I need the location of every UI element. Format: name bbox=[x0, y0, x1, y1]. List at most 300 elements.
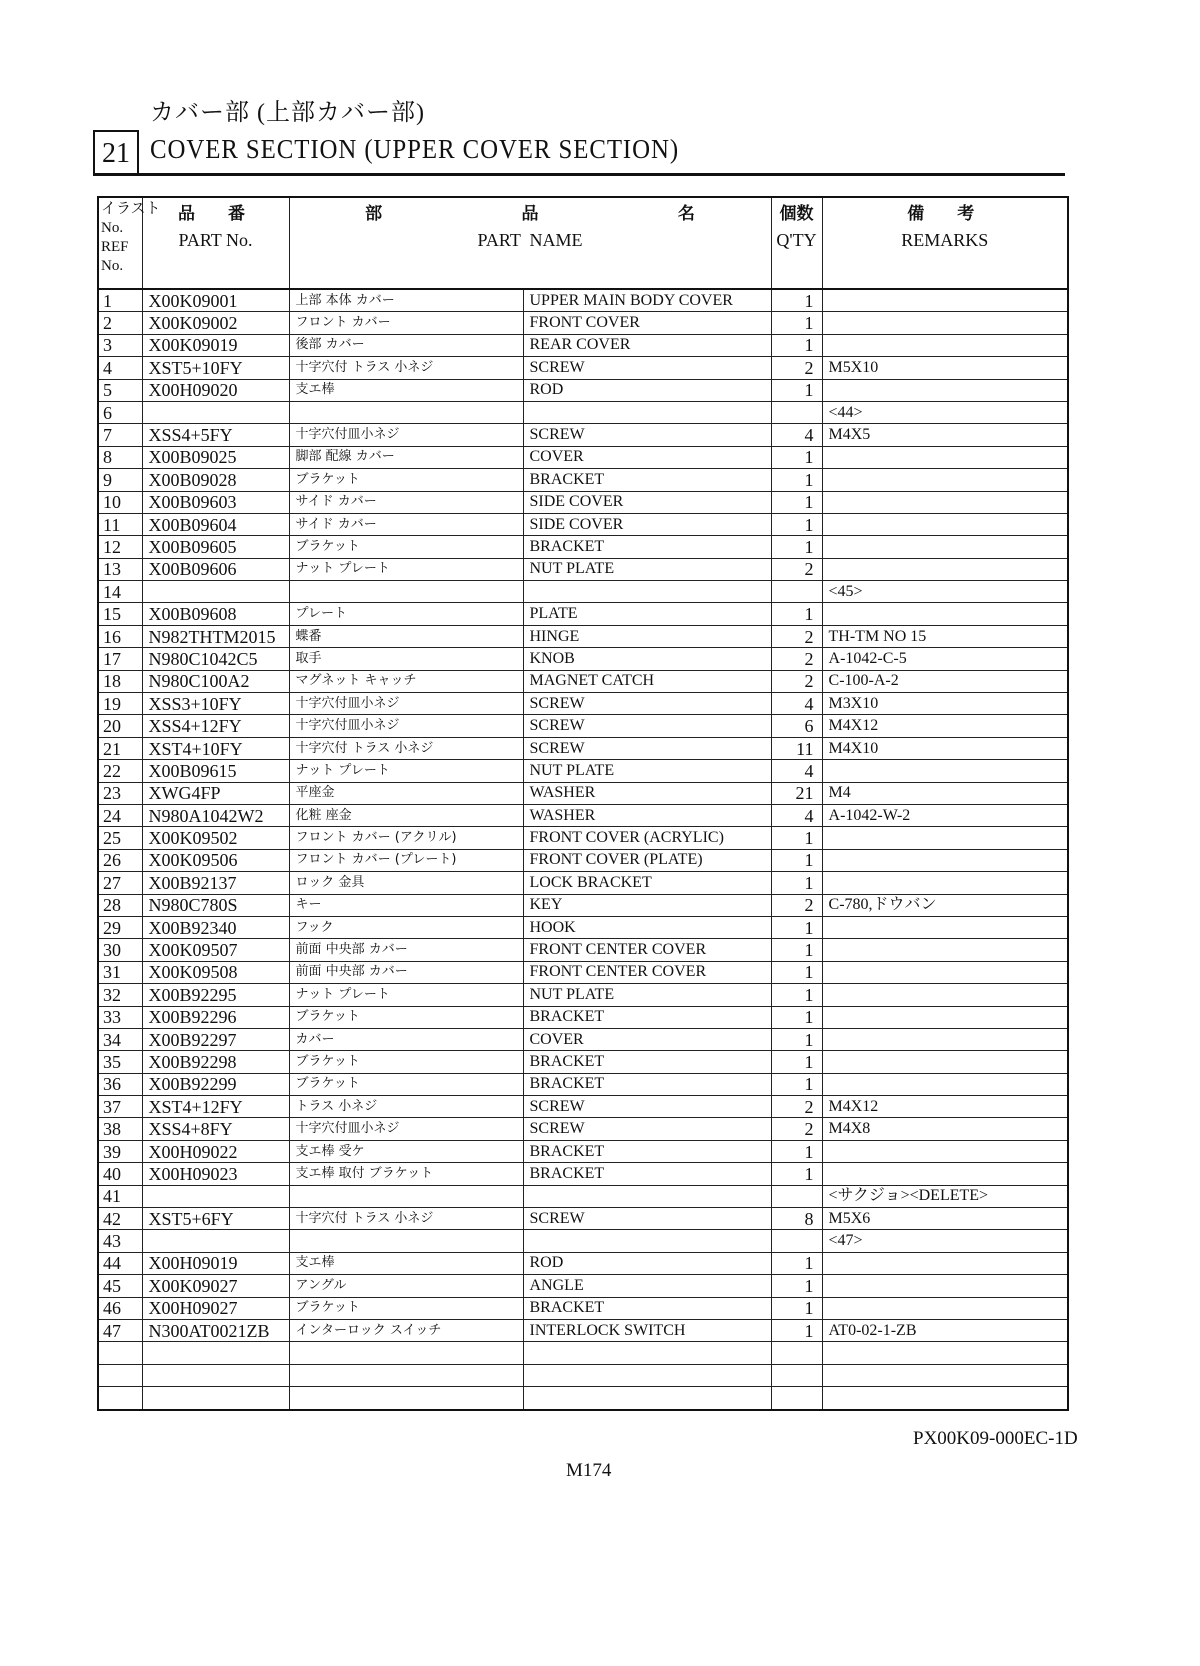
quantity: 1 bbox=[771, 1297, 822, 1319]
part-name-en: SCREW bbox=[523, 1118, 771, 1140]
part-name-jp: アングル bbox=[289, 1275, 523, 1297]
ref-no: 15 bbox=[98, 603, 142, 625]
part-name-en: ANGLE bbox=[523, 1275, 771, 1297]
part-name-jp: マグネット キャッチ bbox=[289, 670, 523, 692]
part-number: XST4+10FY bbox=[142, 737, 289, 759]
part-number bbox=[142, 401, 289, 423]
header-part-name-jp-2: 品 bbox=[521, 204, 539, 224]
quantity: 1 bbox=[771, 513, 822, 535]
quantity: 1 bbox=[771, 446, 822, 468]
part-number: X00B09615 bbox=[142, 760, 289, 782]
part-number: X00K09502 bbox=[142, 827, 289, 849]
part-number: XST5+6FY bbox=[142, 1208, 289, 1230]
part-number: X00B09608 bbox=[142, 603, 289, 625]
quantity: 1 bbox=[771, 491, 822, 513]
section-title-japanese: カバー部 (上部カバー部) bbox=[150, 100, 425, 126]
part-name-jp: カバー bbox=[289, 1028, 523, 1050]
part-name-en: BRACKET bbox=[523, 1140, 771, 1162]
table-row bbox=[98, 1006, 1068, 1028]
ref-no: 25 bbox=[98, 827, 142, 849]
part-name-en: PLATE bbox=[523, 603, 771, 625]
part-number: N980A1042W2 bbox=[142, 804, 289, 826]
part-name-en: UPPER MAIN BODY COVER bbox=[523, 289, 771, 312]
ref-no: 34 bbox=[98, 1028, 142, 1050]
table-row bbox=[98, 1230, 1068, 1252]
part-number bbox=[142, 1230, 289, 1252]
part-name-jp: ロック 金具 bbox=[289, 872, 523, 894]
part-number: X00K09019 bbox=[142, 334, 289, 356]
table-row bbox=[98, 334, 1068, 356]
part-number: N980C780S bbox=[142, 894, 289, 916]
table-row bbox=[98, 782, 1068, 804]
header-part-name bbox=[289, 197, 771, 289]
section-number: 21 bbox=[93, 130, 139, 175]
ref-no: 6 bbox=[98, 401, 142, 423]
part-number: XSS4+8FY bbox=[142, 1118, 289, 1140]
part-number: X00B92340 bbox=[142, 916, 289, 938]
part-number bbox=[142, 1387, 289, 1410]
remarks bbox=[822, 1163, 1068, 1185]
ref-no: 7 bbox=[98, 424, 142, 446]
table-row bbox=[98, 603, 1068, 625]
quantity: 1 bbox=[771, 312, 822, 334]
part-number: XWG4FP bbox=[142, 782, 289, 804]
part-number: X00K09507 bbox=[142, 939, 289, 961]
ref-no: 13 bbox=[98, 558, 142, 580]
part-name-en: SCREW bbox=[523, 715, 771, 737]
ref-no: 30 bbox=[98, 939, 142, 961]
table-row bbox=[98, 1051, 1068, 1073]
ref-no: 16 bbox=[98, 625, 142, 647]
part-name-en: HOOK bbox=[523, 916, 771, 938]
part-name-en: FRONT CENTER COVER bbox=[523, 939, 771, 961]
remarks: M4X5 bbox=[822, 424, 1068, 446]
part-name-en: REAR COVER bbox=[523, 334, 771, 356]
remarks bbox=[822, 1006, 1068, 1028]
ref-no: 24 bbox=[98, 804, 142, 826]
header-ref-ref: REF bbox=[101, 239, 129, 255]
remarks: A-1042-W-2 bbox=[822, 804, 1068, 826]
remarks: M4X12 bbox=[822, 1096, 1068, 1118]
table-row bbox=[98, 648, 1068, 670]
part-name-jp bbox=[289, 581, 523, 603]
quantity: 1 bbox=[771, 1275, 822, 1297]
ref-no: 8 bbox=[98, 446, 142, 468]
part-name-jp: 支エ棒 bbox=[289, 1252, 523, 1274]
part-name-jp: 後部 カバー bbox=[289, 334, 523, 356]
table-row bbox=[98, 849, 1068, 871]
quantity: 4 bbox=[771, 693, 822, 715]
quantity: 2 bbox=[771, 648, 822, 670]
quantity: 2 bbox=[771, 357, 822, 379]
part-name-en: ROD bbox=[523, 379, 771, 401]
remarks: <45> bbox=[822, 581, 1068, 603]
ref-no: 5 bbox=[98, 379, 142, 401]
part-name-jp bbox=[289, 1342, 523, 1364]
table-row bbox=[98, 760, 1068, 782]
ref-no: 27 bbox=[98, 872, 142, 894]
part-name-jp: キー bbox=[289, 894, 523, 916]
table-row bbox=[98, 1387, 1068, 1410]
title-rule bbox=[93, 173, 1065, 176]
remarks bbox=[822, 1028, 1068, 1050]
remarks: C-780,ドウバン bbox=[822, 894, 1068, 916]
part-name-jp: ナット プレート bbox=[289, 984, 523, 1006]
ref-no: 38 bbox=[98, 1118, 142, 1140]
ref-no: 44 bbox=[98, 1252, 142, 1274]
parts-table bbox=[97, 196, 1069, 1411]
table-row bbox=[98, 872, 1068, 894]
ref-no bbox=[98, 1364, 142, 1386]
ref-no: 20 bbox=[98, 715, 142, 737]
ref-no: 11 bbox=[98, 513, 142, 535]
ref-no: 45 bbox=[98, 1275, 142, 1297]
part-name-en: SCREW bbox=[523, 424, 771, 446]
header-remarks-jp: 備 考 bbox=[907, 204, 983, 224]
table-row bbox=[98, 558, 1068, 580]
remarks bbox=[822, 603, 1068, 625]
quantity bbox=[771, 581, 822, 603]
part-number bbox=[142, 1364, 289, 1386]
quantity: 1 bbox=[771, 289, 822, 312]
table-row bbox=[98, 1252, 1068, 1274]
remarks bbox=[822, 469, 1068, 491]
quantity bbox=[771, 1387, 822, 1410]
part-name-en: SCREW bbox=[523, 693, 771, 715]
part-name-en: FRONT COVER bbox=[523, 312, 771, 334]
part-name-jp: フック bbox=[289, 916, 523, 938]
ref-no bbox=[98, 1342, 142, 1364]
ref-no: 14 bbox=[98, 581, 142, 603]
remarks bbox=[822, 513, 1068, 535]
ref-no: 31 bbox=[98, 961, 142, 983]
table-row bbox=[98, 1342, 1068, 1364]
remarks: C-100-A-2 bbox=[822, 670, 1068, 692]
part-name-jp: プレート bbox=[289, 603, 523, 625]
part-name-en bbox=[523, 1230, 771, 1252]
part-name-en: BRACKET bbox=[523, 536, 771, 558]
table-row bbox=[98, 401, 1068, 423]
ref-no: 47 bbox=[98, 1319, 142, 1341]
table-row bbox=[98, 513, 1068, 535]
part-name-jp: ブラケット bbox=[289, 469, 523, 491]
table-row bbox=[98, 1096, 1068, 1118]
quantity: 1 bbox=[771, 1252, 822, 1274]
remarks bbox=[822, 1073, 1068, 1095]
part-name-jp: 十字穴付皿小ネジ bbox=[289, 424, 523, 446]
part-name-en: BRACKET bbox=[523, 1297, 771, 1319]
part-number: XST5+10FY bbox=[142, 357, 289, 379]
part-name-jp: ナット プレート bbox=[289, 558, 523, 580]
header-remarks bbox=[822, 197, 1068, 289]
remarks bbox=[822, 536, 1068, 558]
ref-no: 28 bbox=[98, 894, 142, 916]
quantity: 1 bbox=[771, 1006, 822, 1028]
part-name-jp: ブラケット bbox=[289, 1051, 523, 1073]
table-row bbox=[98, 625, 1068, 647]
part-number: N980C100A2 bbox=[142, 670, 289, 692]
ref-no: 36 bbox=[98, 1073, 142, 1095]
part-name-jp: 十字穴付 トラス 小ネジ bbox=[289, 1208, 523, 1230]
part-number: N300AT0021ZB bbox=[142, 1319, 289, 1341]
quantity: 1 bbox=[771, 536, 822, 558]
part-number: X00K09506 bbox=[142, 849, 289, 871]
part-name-en: KNOB bbox=[523, 648, 771, 670]
part-name-jp: 十字穴付皿小ネジ bbox=[289, 1118, 523, 1140]
part-number: X00H09022 bbox=[142, 1140, 289, 1162]
ref-no: 40 bbox=[98, 1163, 142, 1185]
table-row bbox=[98, 1185, 1068, 1207]
part-name-jp: 蝶番 bbox=[289, 625, 523, 647]
ref-no: 37 bbox=[98, 1096, 142, 1118]
table-row bbox=[98, 357, 1068, 379]
remarks bbox=[822, 1252, 1068, 1274]
part-number: XSS3+10FY bbox=[142, 693, 289, 715]
part-number: X00B09603 bbox=[142, 491, 289, 513]
header-part-no bbox=[142, 197, 289, 289]
quantity bbox=[771, 1342, 822, 1364]
remarks bbox=[822, 558, 1068, 580]
part-number: X00K09001 bbox=[142, 289, 289, 312]
part-number: X00B09028 bbox=[142, 469, 289, 491]
remarks: M5X10 bbox=[822, 357, 1068, 379]
part-number: X00B09604 bbox=[142, 513, 289, 535]
part-name-en: WASHER bbox=[523, 782, 771, 804]
remarks bbox=[822, 379, 1068, 401]
part-name-en bbox=[523, 1387, 771, 1410]
header-part-no-jp: 品 番 bbox=[178, 204, 253, 224]
part-name-jp: ブラケット bbox=[289, 1073, 523, 1095]
part-number: X00B09606 bbox=[142, 558, 289, 580]
table-row bbox=[98, 1028, 1068, 1050]
header-part-no-en: PART No. bbox=[178, 230, 253, 250]
document-number: PX00K09-000EC-1D bbox=[913, 1428, 1078, 1449]
part-number: X00K09002 bbox=[142, 312, 289, 334]
remarks: M3X10 bbox=[822, 693, 1068, 715]
part-name-en: FRONT CENTER COVER bbox=[523, 961, 771, 983]
remarks: M4X10 bbox=[822, 737, 1068, 759]
remarks: TH-TM NO 15 bbox=[822, 625, 1068, 647]
header-part-name-en: PART NAME bbox=[477, 230, 583, 250]
remarks bbox=[822, 289, 1068, 312]
quantity: 1 bbox=[771, 379, 822, 401]
quantity: 1 bbox=[771, 1028, 822, 1050]
header-ref bbox=[98, 197, 161, 289]
part-name-en: FRONT COVER (ACRYLIC) bbox=[523, 827, 771, 849]
ref-no: 18 bbox=[98, 670, 142, 692]
table-row bbox=[98, 916, 1068, 938]
remarks: AT0-02-1-ZB bbox=[822, 1319, 1068, 1341]
remarks: M4 bbox=[822, 782, 1068, 804]
quantity: 1 bbox=[771, 916, 822, 938]
part-number: XSS4+5FY bbox=[142, 424, 289, 446]
part-name-jp: 上部 本体 カバー bbox=[289, 289, 523, 312]
part-name-en: KEY bbox=[523, 894, 771, 916]
part-number: X00B92297 bbox=[142, 1028, 289, 1050]
remarks bbox=[822, 1364, 1068, 1386]
table-row bbox=[98, 581, 1068, 603]
table-row bbox=[98, 804, 1068, 826]
part-number: XST4+12FY bbox=[142, 1096, 289, 1118]
quantity: 21 bbox=[771, 782, 822, 804]
remarks: A-1042-C-5 bbox=[822, 648, 1068, 670]
part-name-en: SCREW bbox=[523, 1096, 771, 1118]
part-name-en: MAGNET CATCH bbox=[523, 670, 771, 692]
part-number: XSS4+12FY bbox=[142, 715, 289, 737]
table-row bbox=[98, 446, 1068, 468]
part-name-jp: ブラケット bbox=[289, 1006, 523, 1028]
table-row bbox=[98, 961, 1068, 983]
remarks bbox=[822, 984, 1068, 1006]
quantity: 8 bbox=[771, 1208, 822, 1230]
part-name-en: NUT PLATE bbox=[523, 984, 771, 1006]
part-name-en: SCREW bbox=[523, 357, 771, 379]
part-name-jp: 十字穴付 トラス 小ネジ bbox=[289, 357, 523, 379]
part-name-en: HINGE bbox=[523, 625, 771, 647]
part-name-en: BRACKET bbox=[523, 1006, 771, 1028]
ref-no bbox=[98, 1387, 142, 1410]
part-name-jp bbox=[289, 1230, 523, 1252]
table-row bbox=[98, 1319, 1068, 1341]
header-ref-no2: No. bbox=[101, 258, 124, 274]
part-name-en: WASHER bbox=[523, 804, 771, 826]
part-number: X00K09027 bbox=[142, 1275, 289, 1297]
remarks bbox=[822, 1297, 1068, 1319]
part-name-en bbox=[523, 401, 771, 423]
part-number: X00K09508 bbox=[142, 961, 289, 983]
part-name-jp: 支エ棒 取付 ブラケット bbox=[289, 1163, 523, 1185]
ref-no: 19 bbox=[98, 693, 142, 715]
part-number bbox=[142, 1185, 289, 1207]
table-row bbox=[98, 693, 1068, 715]
table-row bbox=[98, 1140, 1068, 1162]
section-title-english: COVER SECTION (UPPER COVER SECTION) bbox=[150, 134, 680, 164]
part-name-jp: 十字穴付皿小ネジ bbox=[289, 715, 523, 737]
table-row bbox=[98, 1297, 1068, 1319]
part-name-en: SIDE COVER bbox=[523, 513, 771, 535]
header-remarks-en: REMARKS bbox=[901, 230, 989, 250]
part-name-jp: 前面 中央部 カバー bbox=[289, 961, 523, 983]
quantity: 1 bbox=[771, 984, 822, 1006]
table-row bbox=[98, 1364, 1068, 1386]
part-number: N980C1042C5 bbox=[142, 648, 289, 670]
remarks: <47> bbox=[822, 1230, 1068, 1252]
part-name-jp: ナット プレート bbox=[289, 760, 523, 782]
part-number: X00B09605 bbox=[142, 536, 289, 558]
ref-no: 10 bbox=[98, 491, 142, 513]
part-number: N982THTM2015 bbox=[142, 625, 289, 647]
part-name-jp: サイド カバー bbox=[289, 491, 523, 513]
remarks: <サクジョ><DELETE> bbox=[822, 1185, 1068, 1207]
part-number: X00B92296 bbox=[142, 1006, 289, 1028]
remarks: M4X12 bbox=[822, 715, 1068, 737]
part-name-en: SCREW bbox=[523, 737, 771, 759]
ref-no: 41 bbox=[98, 1185, 142, 1207]
part-number: X00B92298 bbox=[142, 1051, 289, 1073]
remarks bbox=[822, 1275, 1068, 1297]
ref-no: 46 bbox=[98, 1297, 142, 1319]
table-row bbox=[98, 737, 1068, 759]
part-name-jp: ブラケット bbox=[289, 536, 523, 558]
ref-no: 43 bbox=[98, 1230, 142, 1252]
table-row bbox=[98, 424, 1068, 446]
ref-no: 12 bbox=[98, 536, 142, 558]
quantity bbox=[771, 1185, 822, 1207]
ref-no: 2 bbox=[98, 312, 142, 334]
header-ref-jp: イラスト bbox=[101, 201, 161, 217]
quantity bbox=[771, 1364, 822, 1386]
table-row bbox=[98, 670, 1068, 692]
part-name-jp: 支エ棒 bbox=[289, 379, 523, 401]
part-name-jp: サイド カバー bbox=[289, 513, 523, 535]
ref-no: 42 bbox=[98, 1208, 142, 1230]
part-name-jp bbox=[289, 401, 523, 423]
table-row bbox=[98, 289, 1068, 312]
table-row bbox=[98, 827, 1068, 849]
part-name-en bbox=[523, 581, 771, 603]
table-row bbox=[98, 536, 1068, 558]
quantity: 1 bbox=[771, 849, 822, 871]
remarks: M4X8 bbox=[822, 1118, 1068, 1140]
quantity: 2 bbox=[771, 1096, 822, 1118]
part-number: X00B92137 bbox=[142, 872, 289, 894]
quantity: 1 bbox=[771, 827, 822, 849]
remarks bbox=[822, 1051, 1068, 1073]
ref-no: 9 bbox=[98, 469, 142, 491]
part-name-en: SIDE COVER bbox=[523, 491, 771, 513]
part-number: X00H09019 bbox=[142, 1252, 289, 1274]
quantity: 2 bbox=[771, 1118, 822, 1140]
ref-no: 17 bbox=[98, 648, 142, 670]
quantity: 1 bbox=[771, 1319, 822, 1341]
remarks bbox=[822, 334, 1068, 356]
ref-no: 33 bbox=[98, 1006, 142, 1028]
part-name-en: FRONT COVER (PLATE) bbox=[523, 849, 771, 871]
table-row bbox=[98, 1208, 1068, 1230]
part-name-en: COVER bbox=[523, 1028, 771, 1050]
header-part-name-jp-3: 名 bbox=[677, 204, 695, 224]
remarks bbox=[822, 312, 1068, 334]
part-number: X00B92299 bbox=[142, 1073, 289, 1095]
ref-no: 21 bbox=[98, 737, 142, 759]
remarks bbox=[822, 849, 1068, 871]
quantity: 2 bbox=[771, 894, 822, 916]
remarks bbox=[822, 961, 1068, 983]
quantity: 1 bbox=[771, 469, 822, 491]
table-row bbox=[98, 1163, 1068, 1185]
part-name-en: NUT PLATE bbox=[523, 558, 771, 580]
remarks bbox=[822, 1387, 1068, 1410]
part-name-jp: ブラケット bbox=[289, 1297, 523, 1319]
part-number: X00H09020 bbox=[142, 379, 289, 401]
table-row bbox=[98, 312, 1068, 334]
part-name-en: BRACKET bbox=[523, 1051, 771, 1073]
part-number: X00B09025 bbox=[142, 446, 289, 468]
ref-no: 35 bbox=[98, 1051, 142, 1073]
quantity: 1 bbox=[771, 603, 822, 625]
part-name-en bbox=[523, 1364, 771, 1386]
quantity: 6 bbox=[771, 715, 822, 737]
quantity bbox=[771, 1230, 822, 1252]
remarks bbox=[822, 446, 1068, 468]
quantity: 1 bbox=[771, 872, 822, 894]
part-name-en: BRACKET bbox=[523, 1073, 771, 1095]
remarks bbox=[822, 872, 1068, 894]
part-name-jp bbox=[289, 1185, 523, 1207]
ref-no: 26 bbox=[98, 849, 142, 871]
part-name-jp: トラス 小ネジ bbox=[289, 1096, 523, 1118]
ref-no: 22 bbox=[98, 760, 142, 782]
